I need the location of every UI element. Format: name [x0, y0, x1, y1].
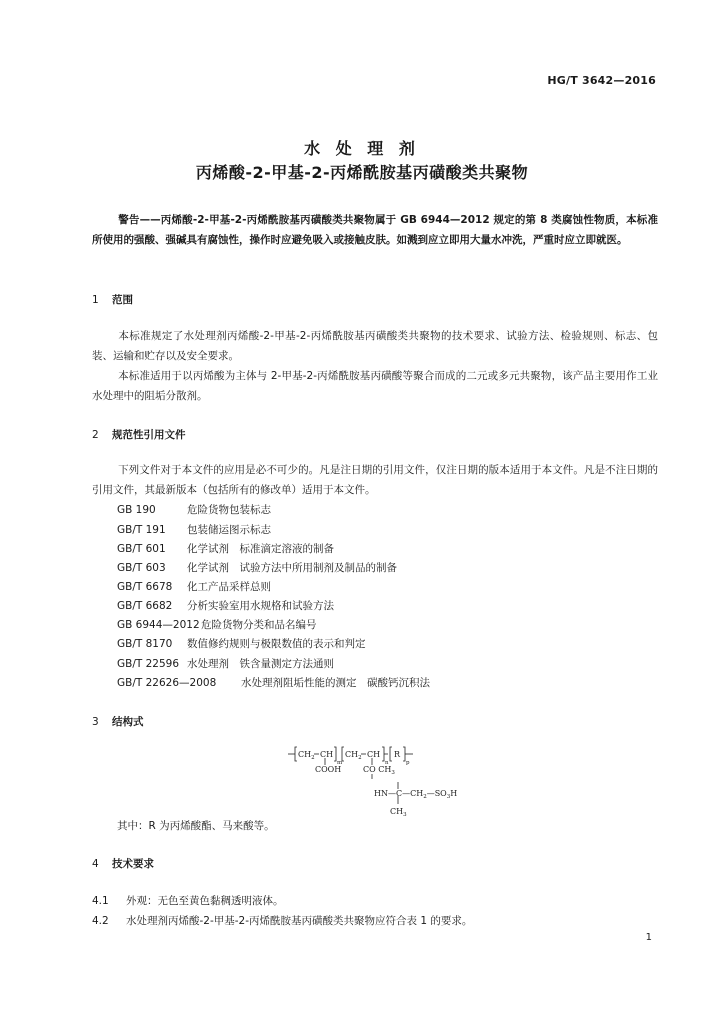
standard-code: HG/T 3642—2016 — [547, 74, 656, 87]
formula-ch-2: CH — [367, 750, 381, 759]
reference-item: GB 190 危险货物包装标志 — [117, 504, 271, 516]
warning-paragraph: 警告——丙烯酸-2-甲基-2-丙烯酰胺基丙磺酸类共聚物属于 GB 6944—2012 规定的第 8 类腐蚀性物质，本标准所使用的强酸、强碱具有腐蚀性，操作时应避免吸入或接触皮肤。如溅到应立即用大量水冲洗，严重时应立即就医。 — [92, 214, 658, 246]
formula-ch2-1: $CH_2$ — [298, 750, 315, 761]
page-number: 1 — [645, 932, 652, 943]
formula-sub-n: n — [385, 760, 389, 766]
reference-item: GB/T 6682 分析实验室用水规格和试验方法 — [117, 600, 334, 612]
formula-cooh: COOH — [315, 765, 342, 774]
clause-4-2: 4.2 水处理剂丙烯酸-2-甲基-2-丙烯酰胺基丙磺酸类共聚物应符合表 1 的要求。 — [92, 915, 473, 927]
document-subtitle: 丙烯酸-2-甲基-2-丙烯酰胺基丙磺酸类共聚物 — [195, 163, 529, 182]
formula-sub-m: m — [337, 760, 343, 766]
formula-r: R — [394, 750, 401, 759]
reference-item: GB/T 603 化学试剂 试验方法中所用制剂及制品的制备 — [117, 562, 397, 574]
section-4-heading: 4 技术要求 — [92, 858, 154, 870]
document-title: 水 处 理 剂 — [304, 139, 420, 158]
clause-4-1: 4.1 外观：无色至黄色黏稠透明液体。 — [92, 895, 284, 907]
reference-item: GB/T 8170 数值修约规则与极限数值的表示和判定 — [117, 638, 366, 650]
reference-item: GB/T 22626—2008 水处理剂阻垢性能的测定 碳酸钙沉积法 — [117, 677, 430, 689]
formula-ch3-bottom: $CH_3$ — [390, 807, 407, 818]
section-1-para-2: 本标准适用于以丙烯酸为主体与 2-甲基-2-丙烯酰胺基丙磺酸等聚合而成的二元或多元共聚物，该产品主要用作工业水处理中的阻垢分散剂。 — [92, 370, 658, 402]
formula-note: 其中：R 为丙烯酸酯、马来酸等。 — [117, 820, 275, 832]
reference-item: GB/T 6678 化工产品采样总则 — [117, 581, 271, 593]
section-1-heading: 1 范围 — [92, 294, 133, 306]
formula-hn-chain: $HN—C—CH_2—SO_3H$ — [374, 789, 458, 800]
section-2-intro: 下列文件对于本文件的应用是必不可少的。凡是注日期的引用文件，仅注日期的版本适用于本文件。凡是不注日期的引用文件，其最新版本（包括所有的修改单）适用于本文件。 — [92, 464, 658, 496]
formula-co-ch3: CO $CH_3$ — [363, 765, 395, 776]
section-1-para-1: 本标准规定了水处理剂丙烯酸-2-甲基-2-丙烯酰胺基丙磺酸类共聚物的技术要求、试验方法、检验规则、标志、包装、运输和贮存以及安全要求。 — [92, 330, 658, 362]
structural-formula — [286, 744, 466, 818]
formula-sub-p: p — [406, 760, 410, 766]
section-3-heading: 3 结构式 — [92, 716, 144, 728]
reference-item: GB/T 601 化学试剂 标准滴定溶液的制备 — [117, 543, 334, 555]
section-2-heading: 2 规范性引用文件 — [92, 429, 186, 441]
formula-ch-1: CH — [320, 750, 334, 759]
reference-item: GB/T 22596 水处理剂 铁含量测定方法通则 — [117, 658, 334, 670]
reference-item: GB 6944—2012危险货物分类和品名编号 — [117, 619, 317, 631]
reference-item: GB/T 191 包装储运图示标志 — [117, 524, 271, 536]
formula-ch2-2: $CH_2$ — [345, 750, 362, 761]
